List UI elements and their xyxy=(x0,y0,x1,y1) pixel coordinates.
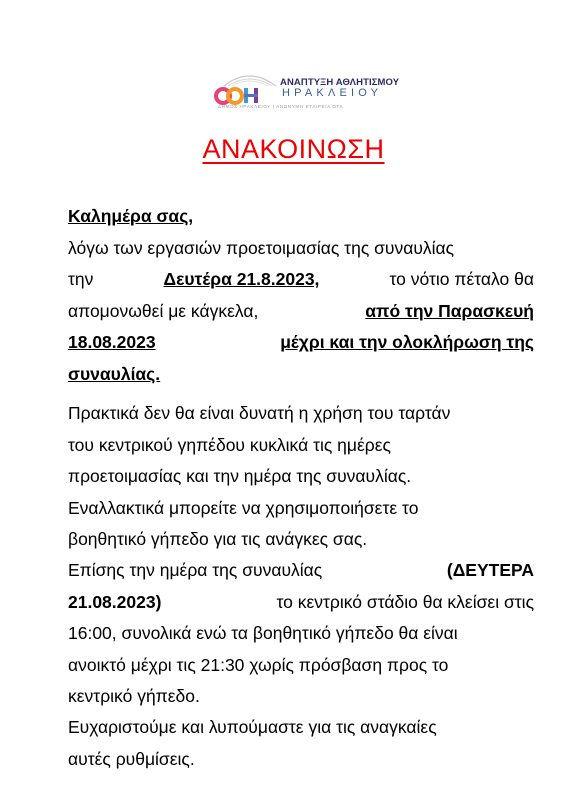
logo-tagline: ΔΗΜΟΣ ΗΡΑΚΛΕΙΟΥ | ΑΝΩΝΥΜΗ ΕΤΑΙΡΕΙΑ ΟΤΑ xyxy=(218,104,344,109)
p1-line-4-start: απομονωθεί με κάγκελα, xyxy=(68,300,259,321)
p2-line-3: προετοιμασίας και την ημέρα της συναυλίας. xyxy=(68,466,412,487)
paragraph-2 xyxy=(68,398,534,556)
p1-line-2: λόγω των εργασιών προετοιμασίας της συναυλίας xyxy=(68,237,455,258)
logo-name: ΑΝΑΠΤΥΞΗ ΑΘΛΗΤΙΣΜΟΥ xyxy=(280,77,400,88)
p3-date: 21.08.2023) xyxy=(68,591,162,612)
p4-line-1: Ευχαριστούμε και λυπούμαστε για τις αναγκαίες xyxy=(68,717,437,737)
p2-line-4: Εναλλακτικά μπορείτε να χρησιμοποιήσετε το xyxy=(68,497,419,518)
concert-end: συναυλίας. xyxy=(68,363,161,384)
p3-line-2-end: το κεντρικό στάδιο θα κλείσει στις xyxy=(276,591,534,612)
p1-line-3-start: την xyxy=(68,269,94,290)
paragraph-3 xyxy=(68,555,534,713)
until-completion: μέχρι και την ολοκλήρωση της xyxy=(280,332,534,353)
p3-monday-label: (ΔΕΥΤΕΡΑ xyxy=(446,560,534,580)
p3-line-3: 16:00, συνολικά ενώ τα βοηθητικό γήπεδο θα είναι xyxy=(68,623,458,644)
p3-line-4: ανοικτό μέχρι τις 21:30 χωρίς πρόσβαση προς το xyxy=(68,654,449,675)
friday-date: 18.08.2023 xyxy=(68,332,156,353)
page-title: ΑΝΑΚΟΙΝΩΣΗ xyxy=(202,134,385,164)
greeting: Καλημέρα σας, xyxy=(68,206,194,226)
paragraph-1 xyxy=(68,201,534,391)
p1-line-3-end: το νότιο πέταλο θα xyxy=(389,269,534,290)
p3-line-1-start: Επίσης την ημέρα της συναυλίας xyxy=(68,560,323,580)
p3-line-5: κεντρικό γήπεδο. xyxy=(68,686,200,707)
monday-date: Δευτέρα 21.8.2023, xyxy=(163,269,320,290)
p2-line-5: βοηθητικό γήπεδο για τις ανάγκες σας. xyxy=(68,529,368,550)
p4-line-2: αυτές ρυθμίσεις. xyxy=(68,748,195,769)
paragraph-4 xyxy=(68,712,534,775)
p2-line-1: Πρακτικά δεν θα είναι δυνατή η χρήση του ταρτάν xyxy=(68,403,451,423)
from-friday: από την Παρασκευή xyxy=(365,300,534,321)
organization-logo xyxy=(214,44,400,110)
logo-city: ΗΡΑΚΛΕΙΟΥ xyxy=(282,87,383,99)
p2-line-2: του κεντρικού γηπέδου κυκλικά τις ημέρες xyxy=(68,434,391,455)
